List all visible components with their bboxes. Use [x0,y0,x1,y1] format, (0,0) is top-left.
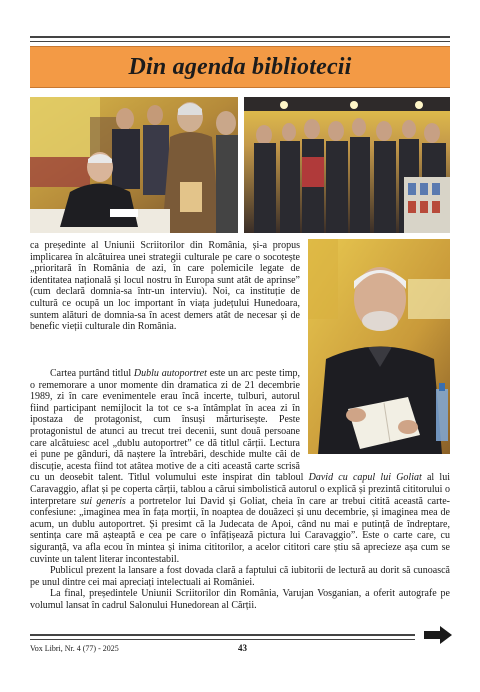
top-rule-thin [30,41,450,42]
journal-issue: Vox Libri, Nr. 4 (77) - 2025 [30,644,119,653]
painting-title: David cu capul lui Goliat [308,472,422,484]
portrait-spacer [300,368,450,463]
paragraph-2-part-b: este un arc peste timp, o rememorare a unor momente din dramatica zi de 21 decembrie 1989, zi în care evenimentele erau încă incerte, tulburi, autorul fiind participant nemijlocit la tot ce s-a întâmplat în acea zi în ipostaza de protagonist, cum însuși mărturisește. Peste protagonistul de atunci au trecut trei decenii, sunt două persoane care alcătuiesc acel „dublu autoportret” ce dă titlul cărții. Lectura ei pune pe gânduri, dă naștere la întrebări, deschide multe căi de discuție, acesta fiind tot atâtea motive de a citi această carte scrisă cu un deosebit talent. Titlul volumului este inspirat din tabloul [30,368,309,484]
paragraph-2-part-d: a portretelor lui David și Goliat, cheia în care ar trebui citită această carte-confesiune: „imaginea mea în fața morții, în noaptea de douăzeci și unu decembrie, și imaginea mea de acum, un dublu autoportret. Și presimt că la Judecata de Apoi, când nu mai e putință de îndreptare, sentința care mă așteaptă e cea pe care o înfățișează pictura lui Caravaggio”. Este o carte care, cu siguranță, va afla ecou în mintea și inima cititorilor, a acelor cititori care știu să aprecieze așa cum se cuvinte un talent literar incontestabil. [30,495,450,565]
top-rule-thick [30,36,450,38]
paragraph-1: ca președinte al Uniunii Scriitorilor din România, și-a propus implicarea în alcătuirea unei strategii culturale pe care o socotește „prioritară în România de azi, în care polemicile legate de identitatea națională și locul nostru în Europa sunt atât de aprinse” (cum declară domnia-sa într-un interviu). Noi, ca instituție de cultură ce ocupă un loc important în viața județului Hunedoara, suntem alături de domnia-sa în acest demers atât de necesar și de benefic vieții culturale din România. [30,240,300,333]
paragraph-4: La final, președintele Uniunii Scriitorilor din România, Varujan Vosganian, a oferit autografe pe volumul lansat în cadrul Salonului Hunedorean al Cărții. [30,588,450,611]
section-banner [30,46,450,88]
footer-rule-thin [30,639,415,640]
section-title: Din agenda bibliotecii [128,53,352,80]
photo-author-signing [30,97,238,233]
footer-rule-thick [30,634,415,636]
phrase-sui-generis: sui generis [80,495,126,507]
book-title-dublu-autoportret: Dublu autoportret [133,368,207,379]
photo-audience [244,97,450,233]
page-number: 43 [238,643,247,653]
article-paragraph-2 [30,368,450,611]
paragraph-2-part-c: al lui Caravaggio, aflat și pe coperta cărții, tablou a cărui simbolistică autorul o explică și prezintă cititorului o interpretare [30,472,450,507]
paragraph-2-part-a: Cartea purtând titlul [50,368,134,379]
arrow-right-icon[interactable] [424,626,452,644]
article-text-column [30,240,300,333]
paragraph-3: Publicul prezent la lansare a fost dovada clară a faptului că iubitorii de lectură au dorit să cunoască pe unul dintre cei mai apreciați intelectuali ai României. [30,565,450,588]
